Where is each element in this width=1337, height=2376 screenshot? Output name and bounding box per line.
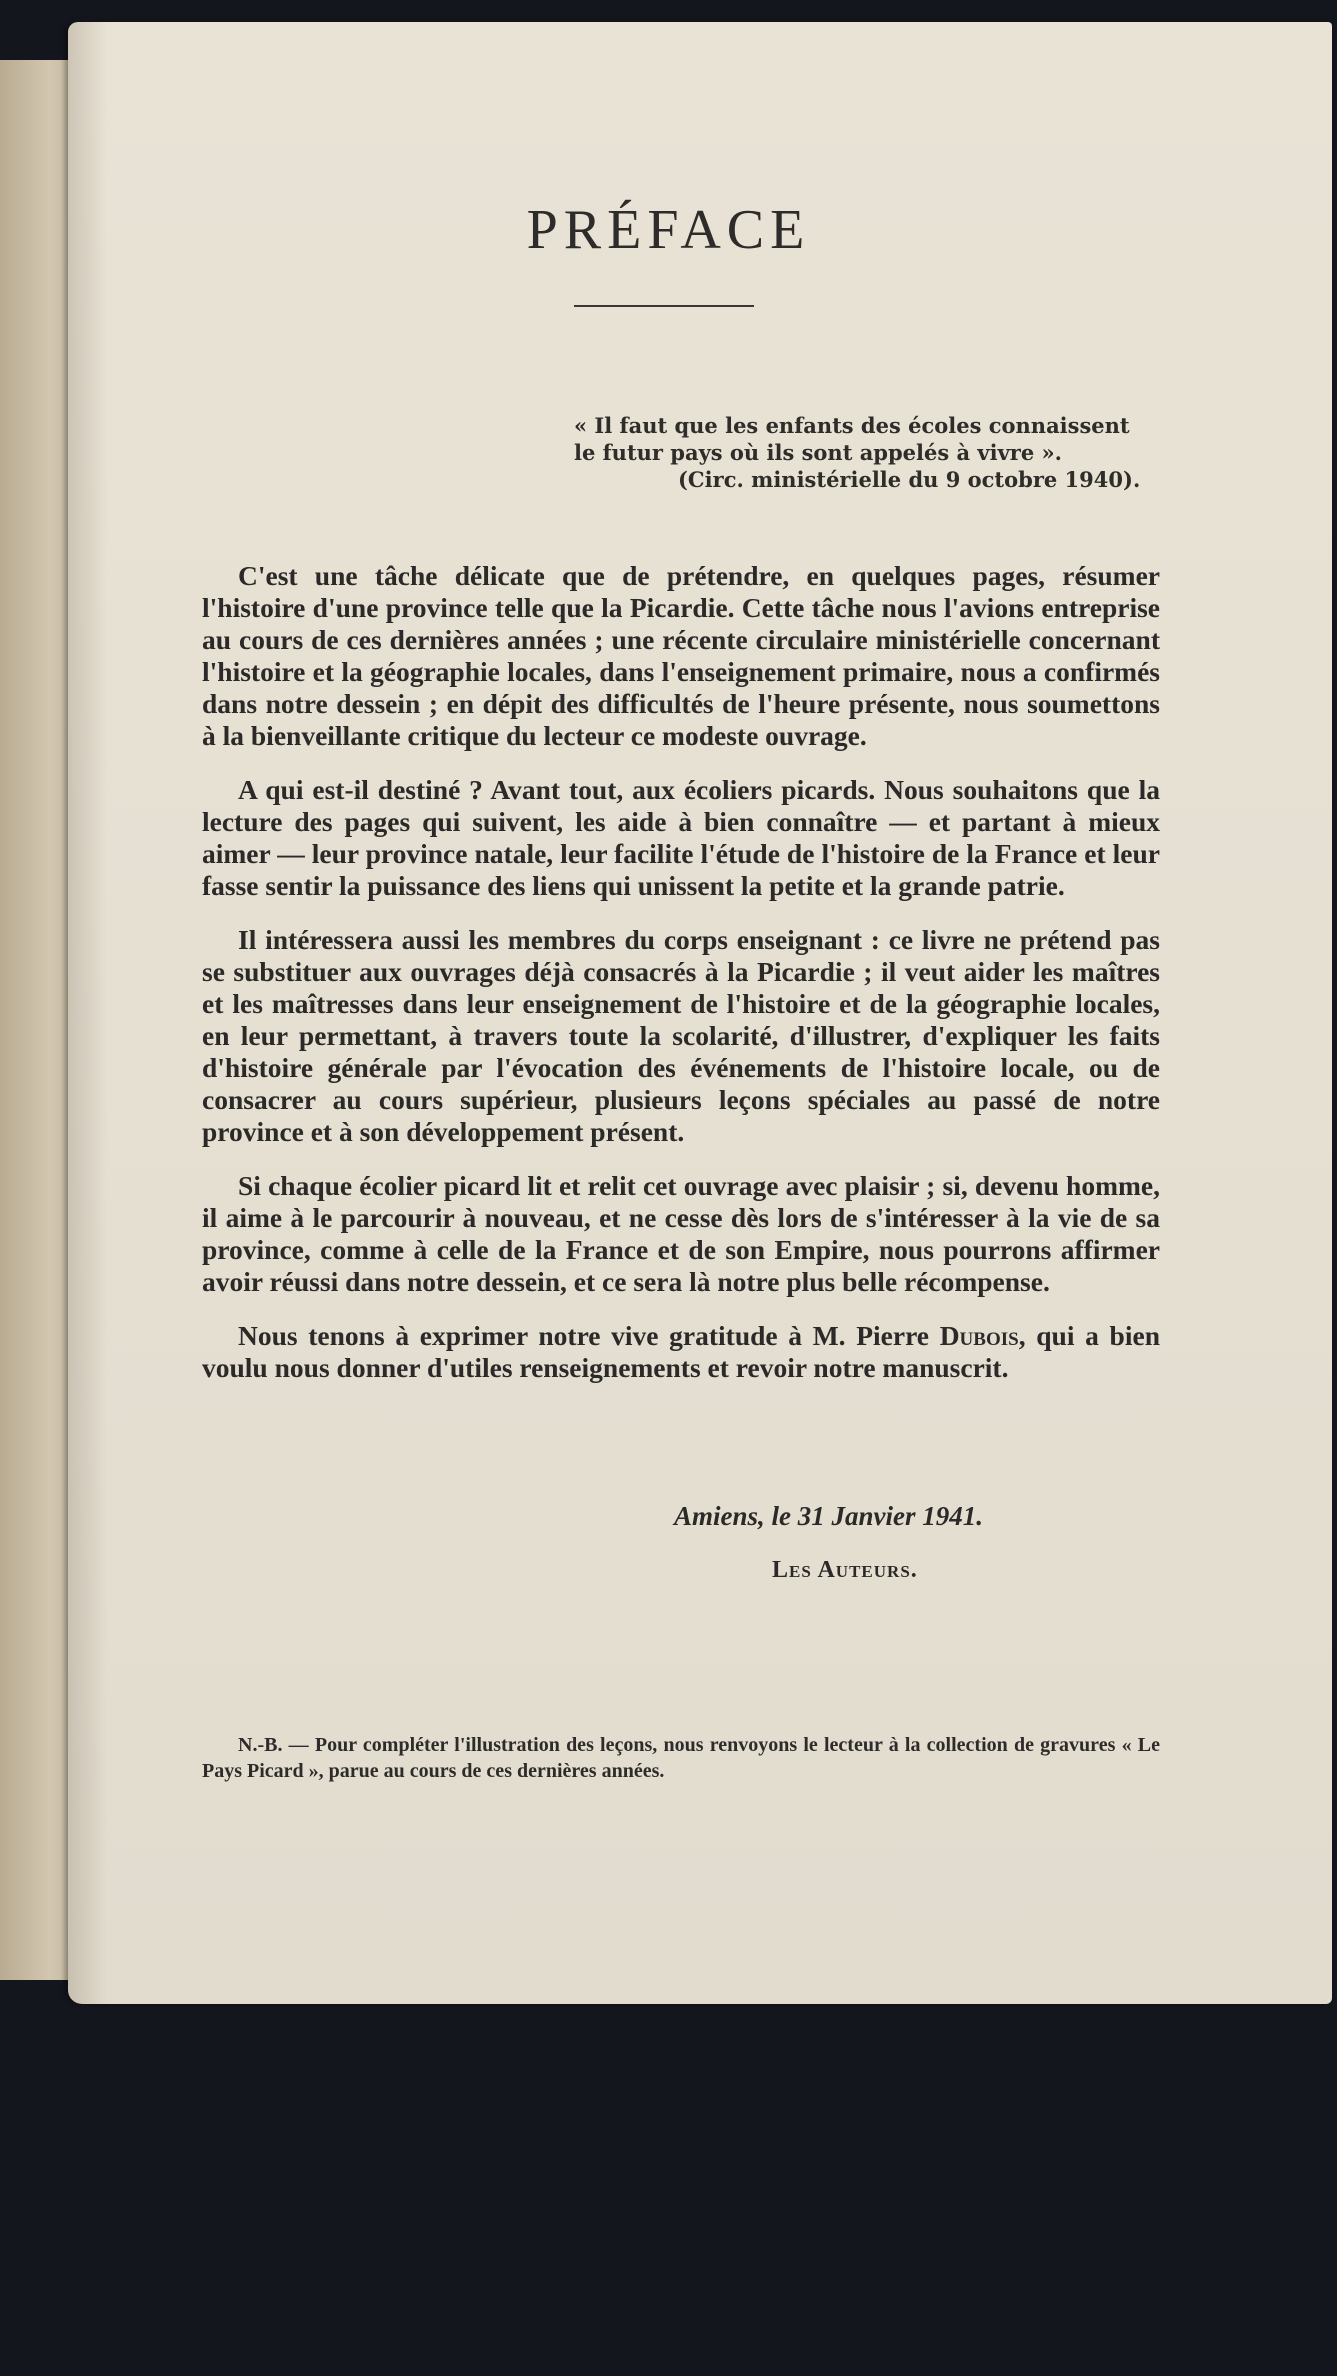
paragraph-3: Il intéressera aussi les membres du corps enseignant : ce livre ne prétend pas se substituer aux ouvrages déjà consacrés à la Picardie ; il veut aider les maîtres et les maîtresses dans leur enseignement de l'histoire et de la géographie locales, en leur permettant, à travers toute la scolarité, d'illustrer, d'expliquer les faits d'histoire générale par l'évocation des événements de l'histoire locale, ou de consacrer au cours supérieur, plusieurs leçons spéciales au passé de notre province et à son développement présent. [202,924,1160,1147]
paragraph-2: A qui est-il destiné ? Avant tout, aux écoliers picards. Nous souhaitons que la lecture des pages qui suivent, les aide à bien connaître — et partant à mieux aimer — leur province natale, leur facilite l'étude de l'histoire de la France et leur fasse sentir la puissance des liens qui unissent la petite et la grande patrie. [202,774,1160,901]
page-gutter-shadow [68,22,108,2004]
epigraph-source: (Circ. ministérielle du 9 octobre 1940). [678,467,1141,492]
paragraph-4: Si chaque écolier picard lit et relit cet ouvrage avec plaisir ; si, devenu homme, il aime à le parcourir à nouveau, et ne cesse dès lors de s'intéresser à la vie de sa province, comme à celle de la France et de son Empire, nous pourrons affirmer avoir réussi dans notre dessein, et ce sera là notre plus belle récompense. [202,1170,1160,1297]
epigraph-line-1: « Il faut que les enfants des écoles connaissent [574,413,1130,438]
paragraph-thanks [202,1320,1160,1384]
thanks-text-after: , qui a bien voulu nous donner d'utiles renseignements et revoir notre manuscrit. [202,1320,1160,1383]
thanks-name: Dubois [939,1320,1019,1351]
title-divider [574,305,754,307]
page-title: PRÉFACE [526,199,811,261]
thanks-text-before: Nous tenons à exprimer notre vive gratitude à M. Pierre [238,1320,940,1351]
paragraph-1: C'est une tâche délicate que de prétendre, en quelques pages, résumer l'histoire d'une province telle que la Picardie. Cette tâche nous l'avions entreprise au cours de ces dernières années ; une récente circulaire ministérielle concernant l'histoire et la géographie locales, dans l'enseignement primaire, nous a confirmés dans notre dessein ; en dépit des difficultés de l'heure présente, nous soumettons à la bienveillante critique du lecteur ce modeste ouvrage. [202,560,1160,751]
authors-signature: Les Auteurs. [772,1557,918,1583]
footnote: N.-B. — Pour compléter l'illustration des leçons, nous renvoyons le lecteur à la collection de gravures « Le Pays Picard », parue au cours de ces dernières années. [202,1734,1160,1782]
epigraph-line-2: le futur pays où ils sont appelés à vivre ». [574,440,1062,465]
preface-body [202,560,1160,1406]
epigraph [574,412,1164,493]
place-date: Amiens, le 31 Janvier 1941. [674,1501,983,1531]
